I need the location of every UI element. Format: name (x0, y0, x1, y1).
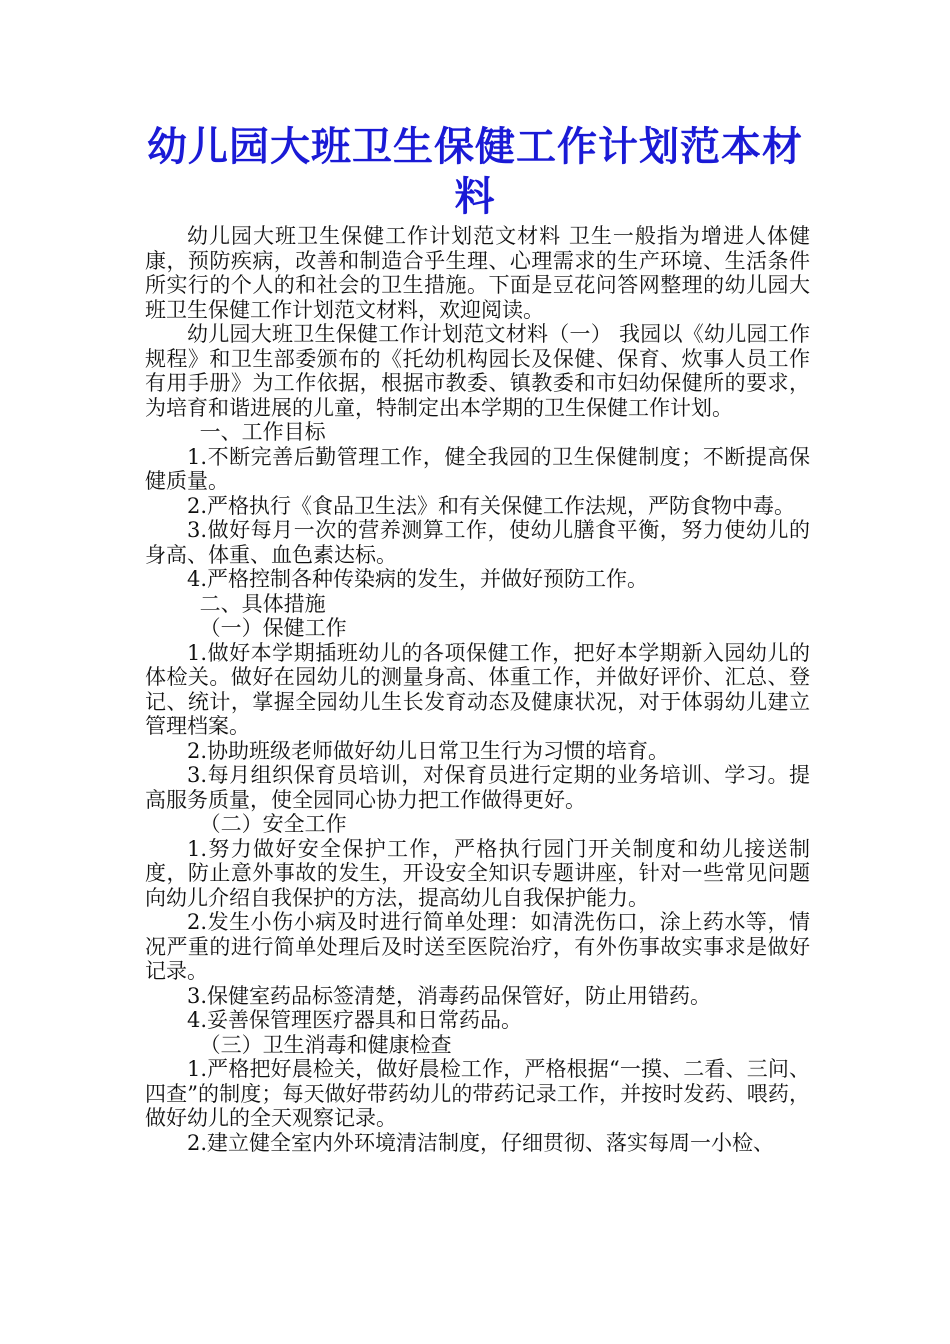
paragraph-intro: 幼儿园大班卫生保健工作计划范文材料 卫生一般指为增进人体健康，预防疾病，改善和制造合乎生理、心理需求的生产环境、生活条件所实行的个人的和社会的卫生措施。下面是豆花问答网整理的幼儿园大班卫生保健工作计划范文材料，欢迎阅读。 (145, 224, 810, 322)
goal-item-2: 2.严格执行《食品卫生法》和有关保健工作法规，严防食物中毒。 (187, 493, 796, 518)
goal-item-4: 4.严格控制各种传染病的发生，并做好预防工作。 (187, 567, 649, 591)
health-care-item-3: 3.每月组织保育员培训，对保育员进行定期的业务培训、学习。提高服务质量，使全园同心协力把工作做得更好。 (145, 763, 810, 812)
section-heading-goals: 一、工作目标 (199, 420, 326, 444)
safety-item-4: 4.妥善保管理医疗器具和日常药品。 (187, 1008, 523, 1032)
hygiene-item-1: 1.严格把好晨检关，做好晨检工作，严格根据“一摸、二看、三问、四查”的制度；每天做好带药幼儿的带药记录工作，并按时发药、喂药，做好幼儿的全天观察记录。 (145, 1057, 810, 1130)
goal-item-1: 1.不断完善后勤管理工作，健全我园的卫生保健制度；不断提高保健质量。 (145, 444, 810, 493)
document-title: 幼儿园大班卫生保健工作计划范本材料 (147, 123, 803, 220)
health-care-item-1: 1.做好本学期插班幼儿的各项保健工作，把好本学期新入园幼儿的体检关。做好在园幼儿的测量身高、体重工作，并做好评价、汇总、登记、统计，掌握全园幼儿生长发育动态及健康状况，对于体弱幼儿建立管理档案。 (145, 640, 810, 738)
document-body (145, 224, 810, 1155)
paragraph-plan-one-intro: 幼儿园大班卫生保健工作计划范文材料（一） 我园以《幼儿园工作规程》和卫生部委颁布的《托幼机构园长及保健、保育、炊事人员工作有用手册》为工作依据，根据市教委、镇教委和市妇幼保健所的要求，为培育和谐进展的儿童，特制定出本学期的卫生保健工作计划。 (145, 322, 810, 420)
subsection-heading-hygiene: （三）卫生消毒和健康检查 (199, 1032, 452, 1057)
subsection-heading-health-care: （一）保健工作 (199, 616, 347, 640)
goal-item-3: 3.做好每月一次的营养测算工作，使幼儿膳食平衡，努力使幼儿的身高、体重、血色素达标。 (145, 518, 810, 567)
safety-item-2: 2.发生小伤小病及时进行简单处理：如清洗伤口，涂上药水等，情况严重的进行简单处理后及时送至医院治疗，有外伤事故实事求是做好记录。 (145, 910, 810, 983)
subsection-heading-safety: （二）安全工作 (199, 812, 347, 836)
safety-item-1: 1.努力做好安全保护工作，严格执行园门开关制度和幼儿接送制度，防止意外事故的发生，开设安全知识专题讲座，针对一些常见问题向幼儿介绍自我保护的方法，提高幼儿自我保护能力。 (145, 836, 810, 910)
safety-item-3: 3.保健室药品标签清楚，消毒药品保管好，防止用错药。 (187, 983, 712, 1008)
health-care-item-2: 2.协助班级老师做好幼儿日常卫生行为习惯的培育。 (187, 738, 670, 763)
hygiene-item-2: 2.建立健全室内外环境清洁制度，仔细贯彻、落实每周一小检、 (187, 1130, 775, 1155)
section-heading-measures: 二、具体措施 (199, 591, 326, 616)
